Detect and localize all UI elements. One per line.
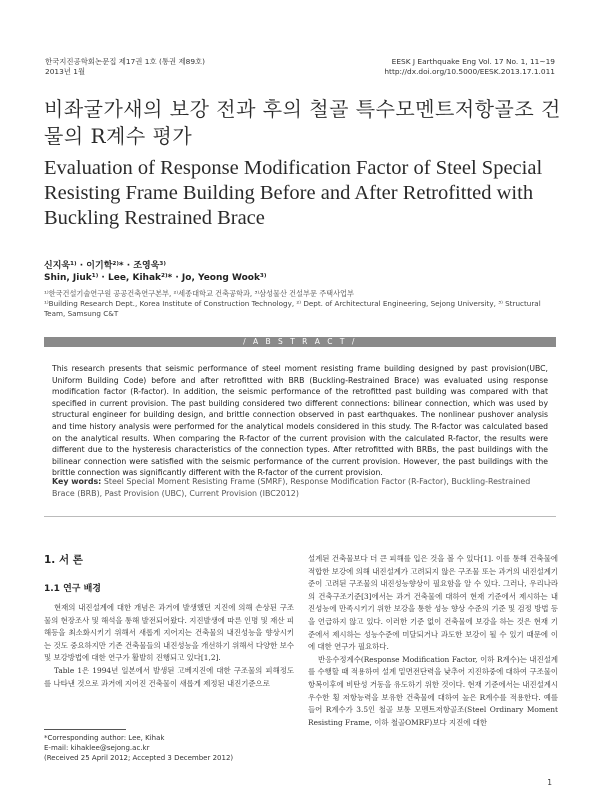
affiliations (44, 289, 556, 319)
journal-header-right (384, 57, 555, 77)
author-email[interactable]: E-mail: kihaklee@sejong.ac.kr (44, 744, 150, 753)
authors-en: Shin, Jiuk¹⁾ · Lee, Kihak²⁾* · Jo, Yeong Wook³⁾ (44, 273, 267, 283)
received-accepted-dates: (Received 25 April 2012; Accepted 3 December 2012) (44, 754, 234, 763)
journal-name-ko: 한국지진공학회논문집 제17권 1호 (통권 제89호) (45, 57, 206, 66)
journal-name-en: EESK J Earthquake Eng Vol. 17 No. 1, 11~19 (391, 57, 555, 66)
affiliation-en: ¹⁾Building Research Dept., Korea Institute of Construction Technology, ²⁾ Dept. of Architectural Engineering, Sejong University, ³⁾ Structural Team, Samsung C&T (44, 299, 541, 318)
authors-ko: 신지욱¹⁾ · 이기학²⁾* · 조영욱³⁾ (44, 261, 166, 271)
paragraph: Table 1은 1994년 일본에서 발생된 고베지진에 대한 구조물의 피해정도를 나타낸 것으로 과거에 지어진 건축물이 새롭게 제정된 내진기준으로 (44, 665, 294, 688)
abstract-divider (44, 516, 556, 517)
paragraph: 설계된 건축물보다 더 큰 피해를 입은 것을 볼 수 있다[1]. 이를 통해 건축물에 적합한 보강에 의해 내진설계가 고려되지 않은 구조물 또는 과거의 내진설계기준이 고려된 구조물의 내진성능향상이 필요함을 알 수 있다. 그러나, 우리나라의 건축구조기준[3]에서는 과거 건축물에 대하여 현재 기준에서 제시하는 내진성능에 만족시키기 위한 보강을 통한 성능 향상 수준의 기준 및 검정 방법 등을 언급하지 않고 있다. 이러한 기준 없이 건축물에 보강을 하는 것은 현재 기준에서 제시하는 성능수준에 미달되거나 과도한 보강이 될 수 있기 때문에 이에 대한 연구가 필요하다. (308, 554, 558, 652)
keywords (52, 476, 548, 500)
paragraph: 반응수정계수(Response Modification Factor, 이하 R계수)는 내진설계를 수행할 때 적용하여 설계 밑면전단력을 낮추어 지진하중에 대하여 구조물이 항복이후에 비탄성 거동을 유도하기 위한 것이다. 현재 기준에서는 내진설계시 우수한 횡 저항능력을 보유한 건축물에 대하여 높은 R계수를 적용한다. 예를 들어 R계수가 3.5인 철골 보통 모멘트저항골조(Steel Ordinary Moment Resisting Frame, 이하 철골OMRF)보다 지진에 대한 (308, 654, 558, 727)
journal-header-left (45, 57, 205, 77)
section-heading-introduction: 1. 서 론 (44, 554, 83, 566)
affiliation-ko: ¹⁾한국건설기술연구원 공공건축연구본부, ²⁾세종대학교 건축공학과, ³⁾삼성물산 건설부문 주택사업부 (44, 289, 354, 298)
footnote-divider (44, 729, 126, 730)
page-number: 1 (547, 778, 552, 787)
keywords-label: Key words: (52, 477, 102, 486)
doi-link[interactable]: http://dx.doi.org/10.5000/EESK.2013.17.1.011 (384, 67, 555, 76)
paragraph: 현재의 내진설계에 대한 개념은 과거에 발생했던 지진에 의해 손상된 구조물의 현장조사 및 해석을 통해 발전되어왔다. 지진발생에 따른 인명 및 재산 피해등을 최소화시키기 위해서 새롭게 지어지는 건축물의 내진성능을 향상시키는 것도 중요하지만 기존 건축물들의 내진성능을 개선하기 위해서 다양한 보수 및 보강방법에 대한 연구가 활발히 진행되고 있다[1,2]. (44, 603, 294, 663)
abstract-heading-bar: / A B S T R A C T / (44, 337, 556, 347)
abstract-text: This research presents that seismic performance of steel moment resisting frame building designed by past provision(UBC, Uniform Building Code) before and after retrofitted with BRB (Buckling-Restrained Brace) was evaluated using response modification factor (R-factor). In addition, the seismic performance of the retrofitted past building was compared with that specified in current provision. The past building considered two different connections: bilinear connection, which was used by structural engineer for building design, and brittle connection observed in past earthquakes. The nonlinear pushover analysis and time history analysis were performed for the analytical models considered in this study. The R-factor was calculated based on the analytical results. When comparing the R-factor of the current provision with the calculated R-factor, the results were different due to the hysteresis characteristics of the connection types. After retrofitted with BRBs, the past buildings with the bilinear connection were satisfied with the seismic performance of the current provision. However, the past buildings with the brittle connection was significantly different with the R-factor of the current provision. (52, 364, 548, 478)
left-body-text (44, 602, 294, 690)
footnote (44, 733, 233, 764)
issue-date-ko: 2013년 1월 (45, 67, 86, 76)
left-column (44, 540, 294, 690)
corresponding-author: *Corresponding author: Lee, Kihak (44, 734, 165, 742)
keywords-list: Steel Special Moment Resisting Frame (SMRF), Response Modification Factor (R-Factor), Buckling-Restrained Brace (BRB), Past Provision (UBC), Current Provision (IBC2012) (52, 477, 531, 498)
paper-title-ko: 비좌굴가새의 보강 전과 후의 철골 특수모멘트저항골조 건물의 R계수 평가 (44, 97, 561, 148)
paper-title-en: Evaluation of Response Modification Factor of Steel Special Resisting Frame Building Before and After Retrofitted with Buckling Restrained Brace (44, 157, 543, 229)
right-column (308, 553, 558, 729)
subsection-heading-background: 1.1 연구 배경 (44, 584, 101, 594)
